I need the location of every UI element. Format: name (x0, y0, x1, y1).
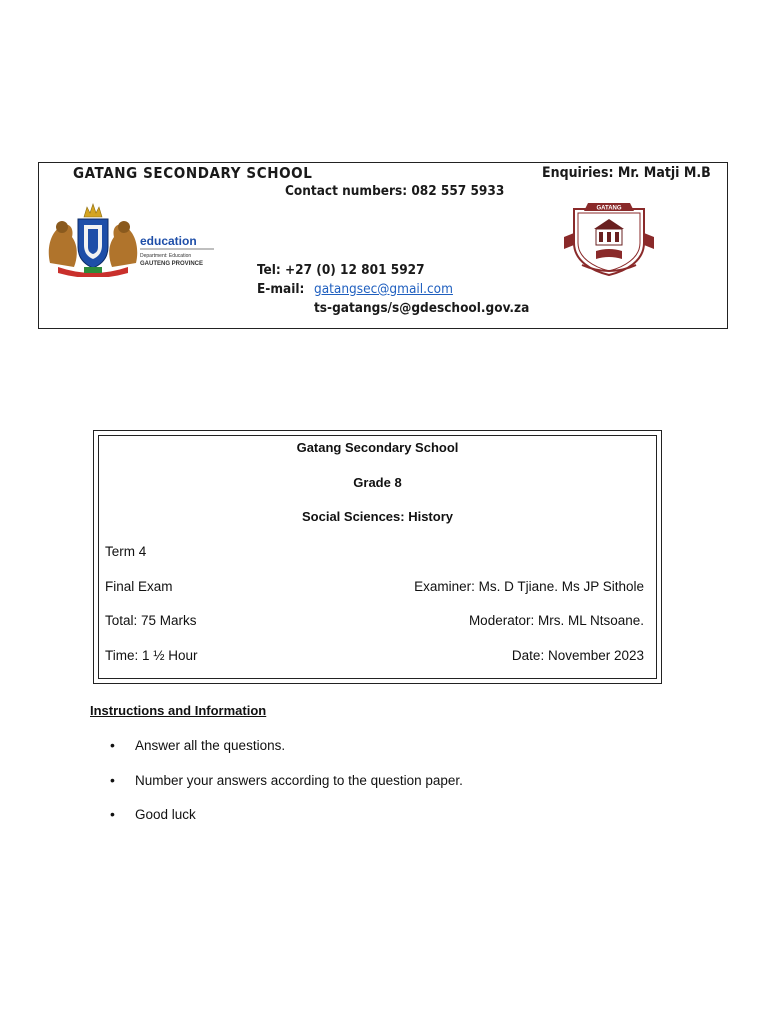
logo-province: GAUTENG PROVINCE (140, 261, 204, 267)
crest-banner: GATANG (596, 205, 622, 212)
exam-info-inner (98, 435, 657, 679)
email-secondary: ts-gatangs/s@gdeschool.gov.za (314, 300, 530, 316)
exam-type: Final Exam (105, 579, 173, 594)
coat-of-arms-icon (44, 201, 220, 277)
instruction-text: Good luck (135, 807, 196, 822)
exam-term: Term 4 (105, 544, 147, 559)
logo-word: education (140, 234, 197, 248)
email-label: E-mail: (257, 281, 305, 297)
school-crest (554, 199, 664, 279)
instruction-text: Answer all the questions. (135, 738, 286, 753)
bullet-icon: • (110, 806, 115, 822)
exam-grade: Grade 8 (353, 475, 402, 490)
enquiries: Enquiries: Mr. Matji M.B (542, 165, 711, 181)
contact-numbers: Contact numbers: 082 557 5933 (285, 183, 505, 199)
bullet-icon: • (110, 737, 115, 753)
exam-examiner: Examiner: Ms. D Tjiane. Ms JP Sithole (414, 579, 644, 594)
school-crest-icon (554, 199, 664, 279)
exam-subject: Social Sciences: History (301, 509, 453, 524)
exam-time: Time: 1 ½ Hour (105, 648, 198, 663)
exam-total: Total: 75 Marks (105, 613, 197, 628)
exam-school: Gatang Secondary School (296, 440, 459, 455)
gauteng-education-logo (44, 201, 220, 277)
school-name: GATANG SECONDARY SCHOOL (73, 164, 313, 182)
instructions-heading: Instructions and Information (90, 703, 267, 718)
telephone: Tel: +27 (0) 12 801 5927 (257, 262, 425, 278)
logo-dept: Department: Education (140, 253, 192, 259)
letterhead-box (38, 162, 728, 329)
exam-moderator: Moderator: Mrs. ML Ntsoane. (468, 613, 644, 628)
instruction-text: Number your answers according to the question paper. (135, 772, 463, 788)
exam-info-box (93, 430, 662, 684)
email-link-primary[interactable]: gatangsec@gmail.com (314, 281, 453, 297)
bullet-icon: • (110, 771, 115, 788)
exam-date: Date: November 2023 (511, 648, 644, 663)
